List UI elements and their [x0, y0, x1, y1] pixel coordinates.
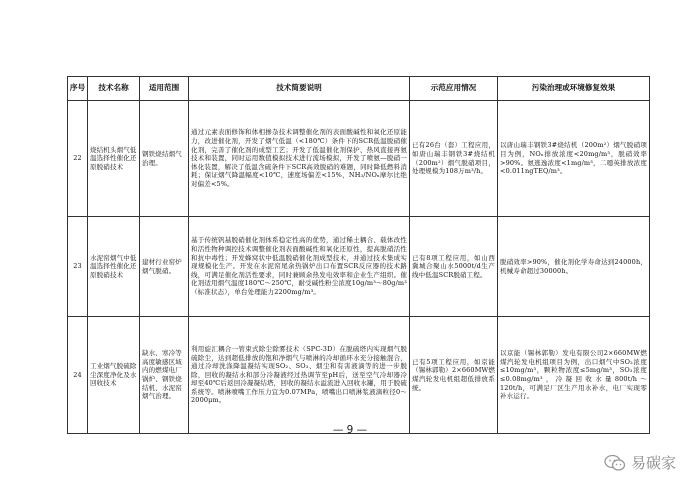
watermark: [604, 452, 676, 473]
header-num: 序号: [68, 77, 88, 101]
row-num: 22: [68, 101, 88, 217]
header-case: 示范应用情况: [410, 77, 498, 101]
row-effect: 以唐山瑞丰钢铁3#烧结机（200m²）烟气脱硝项目为例，NOₓ排放浓度<20mg/m³，脱硝效率>90%。氨逃逸浓度<1mg/m³，二噁英排放浓度<0.011ngTEQ/m³。: [498, 101, 650, 217]
wechat-icon: [604, 454, 626, 472]
row-num: 23: [68, 217, 88, 317]
row-scope: 建材行业窑炉烟气脱硝。: [140, 217, 189, 317]
row-case: 已有5项工程应用，如京能（锡林郭勒）2×660MW燃煤汽轮发电机组超低排放系统。: [410, 317, 498, 434]
watermark-text: 易碳家: [630, 454, 676, 472]
row-name: 工业烟气脱硫除尘深度净化及水回收技术: [88, 317, 140, 434]
row-scope: 缺水、寒冷等高度敏感区域内的燃煤电厂锅炉、钢铁烧结机、水泥窑烟气治理。: [140, 317, 189, 434]
row-effect: 以京能（锡林郭勒）发电有限公司2×660MW燃煤汽轮发电机组项目为例，出口烟气中SO₂浓度≤10mg/m³，颗粒物浓度≤5mg/m³，SO₃浓度≤0.08mg/m³，冷凝回收水量800t/h～120t/h，可满足厂区生产用水补水，电厂实现零补水运行。: [498, 317, 650, 434]
row-effect: 脱硝效率>90%，催化剂化学寿命达到24000h，机械寿命超过30000h。: [498, 217, 650, 317]
table-row: [68, 317, 650, 434]
row-name: 水泥窑烟气中低温选择性催化还原脱硝技术: [88, 217, 140, 317]
header-scope: 适用范围: [140, 77, 189, 101]
table-header-row: [68, 77, 650, 101]
row-num: 24: [68, 317, 88, 434]
row-name: 烧结机头烟气低温选择性催化还原脱硝技术: [88, 101, 140, 217]
row-desc: 通过元素表面修饰和体相掺杂技术调整催化剂的表面酸碱性和氧化还原能力，改进催化剂，开发了烟气低温（<180℃）条件下的SCR低温脱硝催化剂，完善了催化剂的成型工艺；开发了低温催化剂保护、热风直接再氨技术和装置，同时运用数值模拟技术进行流场模拟，开发了喷氨—脱硝一体化装置，解决了低温含硫条件下SCR高效脱硝的难题，同时降低燃料消耗；保证烟气降温幅度<10℃，速度场偏差<15%，NH₃/NOₓ摩尔比绝对偏差<5%。: [189, 101, 410, 217]
table-row: [68, 217, 650, 317]
row-case: 已有8项工程应用，如山西冀城合聚山水5000t/d生产线中低温SCR脱硝工程。: [410, 217, 498, 317]
row-desc: 基于传统钒基脱硝催化剂体系稳定性高的优势，通过稀土耦合、载体改性和活性物种调控技术调整催化剂表面酸碱性和氧化还原性，提高脱硝活性和抗中毒性；开发蜂窝状中低温脱硝催化剂成型技术，并通过技术集成实现规模化生产。开发在水泥窑尾余热锅炉出口布置SCR反应器的技术路线，可满足催化剂活性要求，同时兼顾余热发电效率和企业生产组织。催化剂适用烟气温度180℃～250℃，耐受碱性粉尘浓度10g/m³～80g/m³（标准状态），单台处理能力2200mg/m³。: [189, 217, 410, 317]
row-scope: 钢铁烧结烟气治理。: [140, 101, 189, 217]
table-row: [68, 101, 650, 217]
row-case: 已有26台（套）工程应用，如唐山瑞丰钢铁3#烧结机（200m²）烟气脱硝项目，处理规模为108万m³/h。: [410, 101, 498, 217]
row-desc: 利用旋汇耦合一管束式除尘除雾技术（SPC-3D）在脱硫塔内实现烟气脱硫除尘，达到超低排放的饱和净烟气与喷淋的冷却循环水充分接触混合，通过冷却洗涤降温凝结实现SO₂、SO₃、烟尘和有害液滴等的进一步脱除，回收的凝结水和部分冷凝液经过热调节至pH后，送至空气冷却器冷却至40℃后返回冷凝凝结塔，回收的凝结水溢流进入回收水罐，用于脱硫系统等。喷淋喷嘴工作压力宜为0.07MPa，喷嘴出口喷淋浆液滴粒径0～2000μm。: [189, 317, 410, 434]
header-desc: 技术简要说明: [189, 77, 410, 101]
header-effect: 污染治理或环境修复效果: [498, 77, 650, 101]
header-name: 技术名称: [88, 77, 140, 101]
page-number: — 9 —: [332, 424, 368, 436]
technology-table: [67, 76, 650, 434]
